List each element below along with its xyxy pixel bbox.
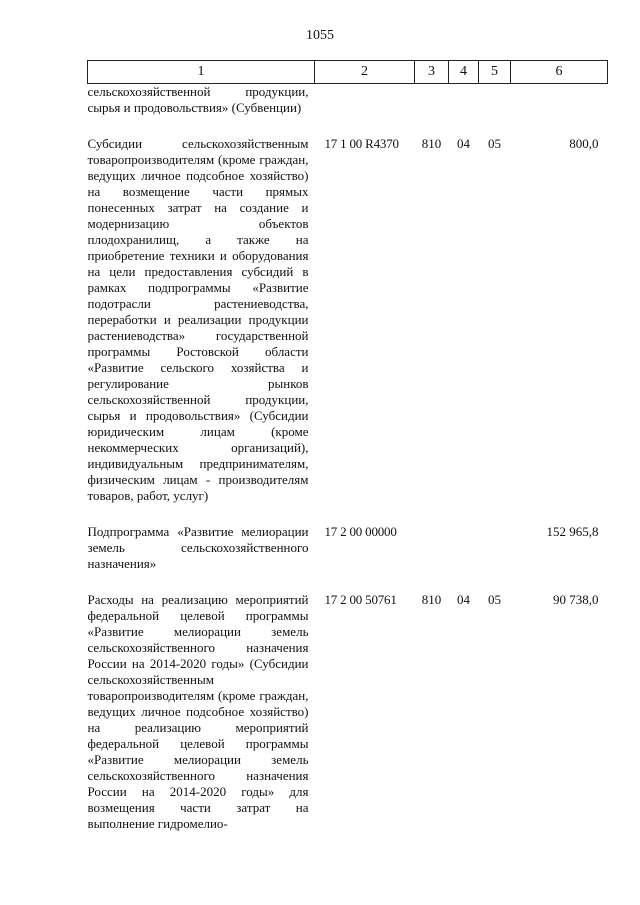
budget-table	[87, 60, 608, 832]
column-header: 1	[88, 61, 315, 84]
row-rz	[449, 504, 479, 572]
row-name: сельскохозяйственной продукции, сырья и продовольствия» (Субвенции)	[87, 84, 309, 115]
row-amount	[511, 84, 608, 117]
row-pr	[479, 84, 511, 117]
column-header: 4	[449, 61, 479, 84]
row-code: 17 2 00 50761	[324, 592, 397, 607]
row-amount: 90 738,0	[553, 592, 599, 607]
row-vr: 810	[421, 592, 442, 607]
row-pr: 05	[488, 136, 501, 151]
row-code: 17 1 00 R4370	[324, 136, 399, 151]
row-pr	[479, 504, 511, 572]
table-row	[88, 84, 608, 117]
row-rz: 04	[457, 592, 470, 607]
row-code	[315, 84, 415, 117]
page-number: 1055	[306, 28, 334, 43]
table-row	[88, 504, 608, 572]
table-header-row	[88, 61, 608, 84]
row-code: 17 2 00 00000	[324, 524, 397, 539]
row-name: Субсидии сельскохозяйственным товаропроизводителям (кроме граждан, ведущих личное подсобное хозяйство) на возмещение части прямых понесенных затрат на создание и модернизацию объектов плодохранилищ, а также на приобретение техники и оборудования на цели предоставления субсидий в рамках подпрограммы «Развитие подотрасли растениеводства, переработки и реализации продукции растениеводства» государственной программы Ростовской области «Развитие сельского хозяйства и регулирование рынков сельскохозяйственной продукции, сырья и продовольствия» (Субсидии юридическим лицам (кроме некоммерческих организаций), индивидуальным предпринимателям, физическим лицам - производителям товаров, работ, услуг)	[87, 136, 309, 503]
row-vr	[415, 504, 449, 572]
row-name: Расходы на реализацию мероприятий федеральной целевой программы «Развитие мелиорации земель сельскохозяйственного назначения России на 2014-2020 годы» (Субсидии сельскохозяйственным товаропроизводителям (кроме граждан, ведущих личное подсобное хозяйство) на реализацию мероприятий федеральной целевой программы «Развитие мелиорации земель сельскохозяйственного назначения России на 2014-2020 годы» для возмещения части затрат на выполнение гидромелио-	[87, 592, 309, 831]
row-vr	[415, 84, 449, 117]
row-vr: 810	[421, 136, 442, 151]
row-name: Подпрограмма «Развитие мелиорации земель сельскохозяйственного назначения»	[87, 524, 309, 571]
column-header: 3	[415, 61, 449, 84]
row-amount: 152 965,8	[546, 524, 599, 539]
table-row	[88, 572, 608, 832]
row-rz	[449, 84, 479, 117]
row-rz: 04	[457, 136, 470, 151]
table-row	[88, 116, 608, 504]
row-amount: 800,0	[569, 136, 599, 151]
column-header: 6	[511, 61, 608, 84]
column-header: 5	[479, 61, 511, 84]
column-header: 2	[315, 61, 415, 84]
row-pr: 05	[488, 592, 501, 607]
